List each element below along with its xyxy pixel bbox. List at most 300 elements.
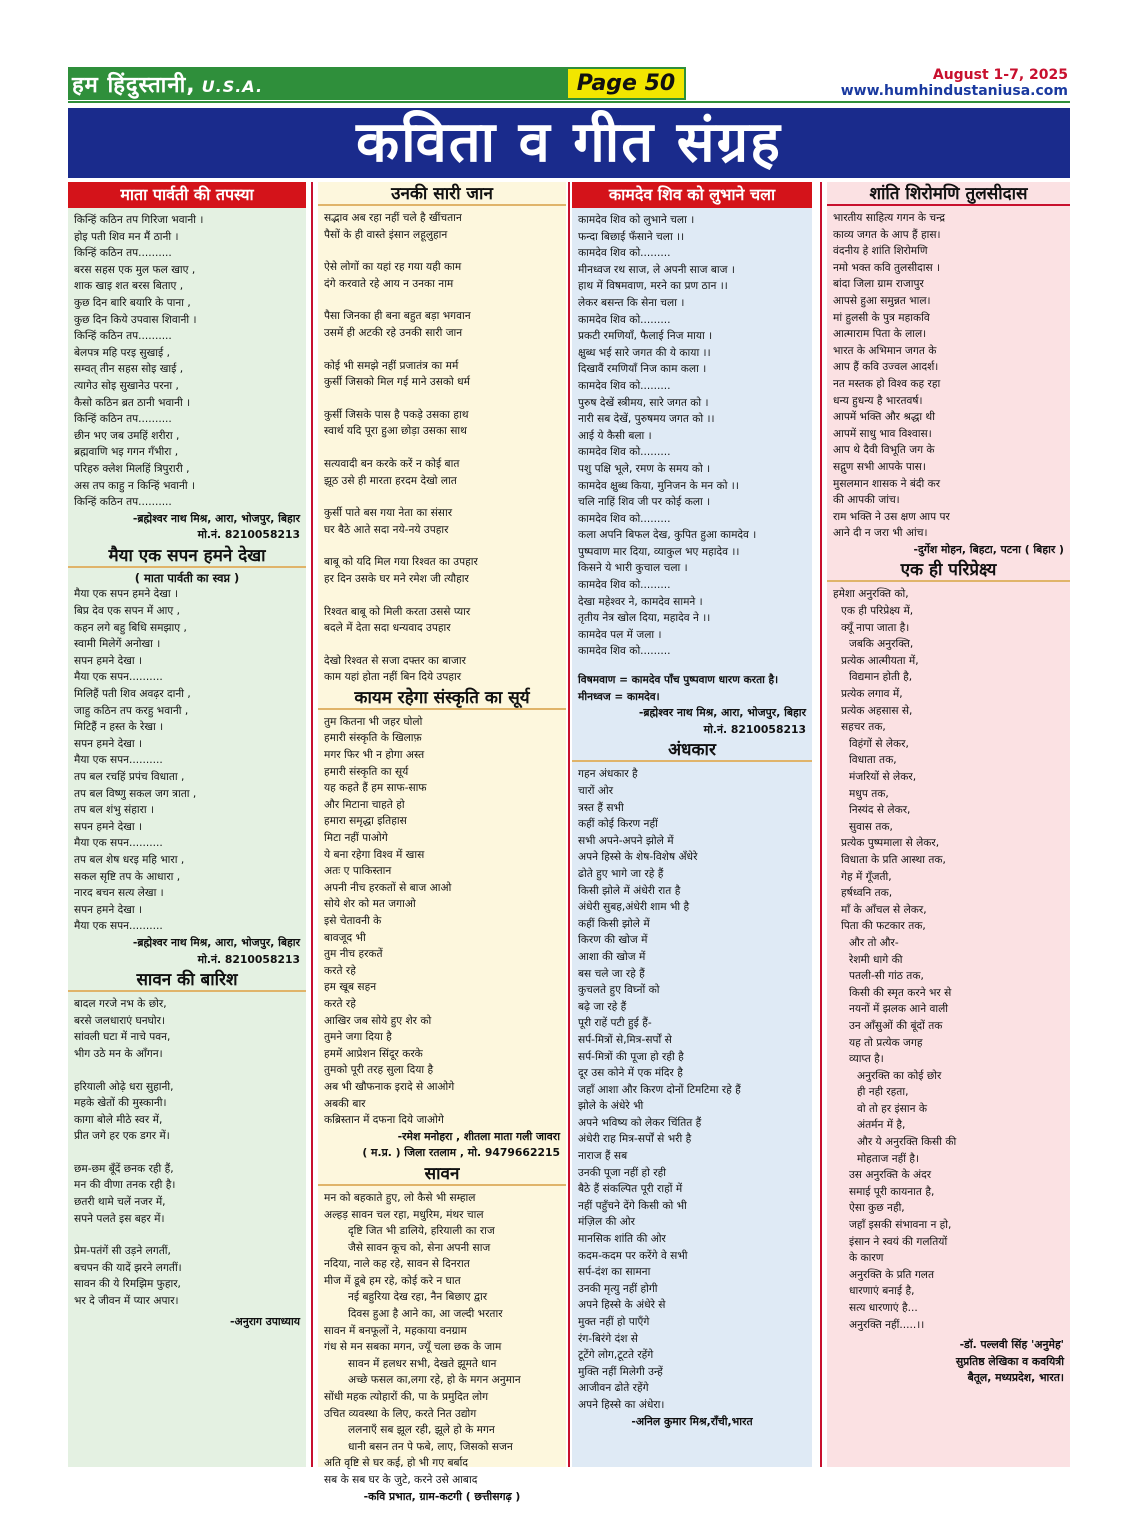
poem-line: उनकी पूजा नहीं हो रही (578, 1166, 666, 1179)
poem-line: जैसे सावन कूच को, सेना अपनी साज (348, 1241, 491, 1254)
poem-line: लेकर बसन्त कि सेना चला । (578, 296, 685, 309)
poem-line: और तो और- (849, 936, 899, 949)
poem-line: झूठ उसे ही मारता हरदम देखो लात (324, 474, 457, 487)
poem-line: हमारी संस्कृति के खिलाफ़ (324, 732, 422, 745)
poem-line: पशु पक्षि भूले, रमण के समय को । (578, 462, 711, 475)
poem-author: -दुर्गेश मोहन, बिहटा, पटना ( बिहार ) (913, 542, 1064, 556)
author-phone: मो.नं. 8210058213 (197, 528, 300, 542)
poem-line: धानी बसन तन पे फबे, लाए, जिसको सजन (348, 1440, 513, 1453)
poem-body (68, 992, 306, 1310)
poem-line: तप बल शंभु संहारा । (74, 804, 155, 817)
poem-line: किन्हिं कठिन तप.......... (74, 247, 172, 260)
poem-line: कुछ दिन किये उपवास शिवानी । (74, 313, 197, 326)
column-3 (572, 182, 812, 1467)
poem-line: कामदेव शिव को लुभाने चला । (578, 214, 695, 226)
poem-line: अंतर्मन में है, (857, 1119, 906, 1132)
poem-line: मैया एक सपन.......... (74, 837, 163, 850)
poem-line: सपन हमने देखा । (74, 820, 143, 833)
poem-line: नदिया, नाले कह रहे, सावन से दिनरात (324, 1258, 470, 1271)
masthead (68, 67, 1070, 103)
poem-line: मैया एक सपन.......... (74, 671, 163, 684)
poem-line: किन्हिं कठिन तप.......... (74, 330, 172, 343)
poem-line: कब्रिस्तान में दफना दिये जाओगे (324, 1114, 444, 1127)
poem-line: पैसा जिनका ही बना बहुत बड़ा भगवान (324, 310, 471, 323)
poem-line: हर दिन उसके घर मने रमेश जी त्यौहार (324, 572, 469, 585)
poem-line: निस्यंद से लेकर, (849, 804, 911, 817)
poem-line: सुवास तक, (849, 820, 893, 833)
column-divider (820, 182, 822, 1467)
poem-line: व्याप्त है। (849, 1053, 884, 1066)
poem-line: इसे चेतावनी के (324, 915, 382, 927)
poem-line: हाथ में विषमवाण, मरने का प्रण ठान ।। (578, 280, 728, 293)
poem-line: त्यागेउ सोइ सुखानेउ परना , (74, 379, 179, 392)
poem-author: -ब्रह्मेश्वर नाथ मिश्र, आरा, भोजपुर, बिहार (638, 706, 806, 720)
poem-line: ढोते हुए भागे जा रहे हैं (578, 867, 664, 880)
poem-line: प्रत्येक पुष्पमाला से लेकर, (841, 837, 940, 850)
poem-line: करते रहे (324, 964, 356, 977)
poem-line: हमेशा अनुरक्ति को, (833, 588, 909, 601)
poem-line: कामदेव क्षुब्ध किया, मुनिजन के मन को ।। (578, 479, 739, 492)
poem-line: किन्हिं कठिन तप गिरिजा भवानी । (74, 214, 204, 226)
poem-line: के कारण (849, 1252, 884, 1265)
poem-author-title: सुप्रतिष्ठ लेखिका व कवयित्री (955, 1354, 1064, 1368)
poem-line: सकल सृष्टि तप के आधारा , (74, 870, 181, 883)
poem-line: सोये शेर को मत जगाओ (324, 898, 416, 911)
poem-line: बरस सहस एक मुल फल खाए , (74, 263, 196, 276)
poem-line: मानसिक शांति की ओर (578, 1233, 666, 1246)
poem-line: कुर्सी जिसको मिल गई माने उसको धर्म (324, 376, 470, 389)
poem-line: देखा महेश्वर ने, कामदेव सामने । (578, 595, 703, 608)
poem-line: आशा की खोज में (578, 950, 646, 963)
poem-line: विधाता तक, (849, 754, 897, 767)
poem-line: और मिटाना चाहते हो (324, 798, 405, 811)
poem-line: किसने ये भारी कुचाल चला । (578, 562, 688, 575)
poem-title: शांति शिरोमणि तुलसीदास (827, 182, 1070, 206)
poem-line: कामदेव शिव को......... (578, 645, 671, 658)
poem-line: अच्छे फसल का,लगा रहे, हो के मगन अनुमान (348, 1374, 521, 1387)
poem-line: ललनाएँ सब झूल रही, झूले हो के मगन (348, 1424, 495, 1437)
poem-line: किन्हिं कठिन तप.......... (74, 413, 172, 426)
column-divider (568, 182, 570, 1467)
poem-line: कैसो कठिन ब्रत ठानी भवानी । (74, 396, 191, 409)
poem-line: अस तप काहु न किन्हिं भवानी । (74, 479, 196, 492)
poem-line: वो तो हर इंसान के (857, 1102, 927, 1115)
poem-line: नयनों में झलक आने वाली (849, 1003, 949, 1016)
poem-line: जहाँ आशा और किरण दोनों टिमटिमा रहे हैं (578, 1083, 741, 1096)
poem-line: सपन हमने देखा । (74, 903, 143, 916)
poem-line: प्रत्येक लगाव में, (841, 688, 903, 701)
poem-line: पिता की फटकार तक, (841, 920, 926, 933)
poem-line: सभी अपने-अपने झोले में (578, 834, 674, 847)
poem-line: हमारी संस्कृति का सूर्य (324, 765, 409, 778)
poem-line: दृष्टि जित भी डालिये, हरियाली का राज (348, 1225, 495, 1238)
poem-line: बावजूद भी (324, 931, 366, 944)
poem-line: बाबू को यदि मिल गया रिश्वत का उपहार (324, 556, 478, 569)
poem-line: रेशमी धागे की (849, 953, 903, 966)
poem-line: अल्हड़ सावन चल रहा, मधुरिम, मंथर चाल (324, 1208, 484, 1221)
stanza-break (324, 292, 560, 308)
stanza-break (74, 1227, 300, 1243)
poem-line: भीग उठे मन के आँगन। (74, 1047, 163, 1060)
poem-line: सत्यवादी बन करके करें न कोई बात (324, 457, 460, 470)
poem-line: ही नही रहता, (857, 1086, 909, 1099)
poem-line: मंज़िल की ओर (578, 1216, 635, 1229)
poem-footnote: मीनध्वज = कामदेव। (578, 690, 660, 703)
poem-line: सर्प-दंश का सामना (578, 1266, 651, 1279)
poem-line: बरसे जलधाराएं घनघोर। (74, 1014, 166, 1027)
stanza-break (324, 440, 560, 456)
poem-line: त्रस्त हैं सभी (578, 801, 624, 814)
poem-line: कामदेव शिव को......... (578, 247, 671, 260)
poem-line: अति वृष्टि से घर कई, हो भी गए बर्बाद (324, 1457, 468, 1470)
poem-line: पूरी राहें पटी हुई हैं- (578, 1017, 652, 1030)
stanza-break (324, 243, 560, 259)
poem-line: यह तो प्रत्येक जगह (849, 1036, 923, 1049)
poem-line: ऐसे लोगों का यहां रह गया यही काम (324, 261, 462, 274)
poem-line: नाराज हैं सब (578, 1150, 628, 1163)
poem-line: महके खेतों की मुस्कानी। (74, 1097, 167, 1110)
poem-line: दूर उस कोने में एक मंदिर है (578, 1067, 683, 1080)
column-1 (68, 182, 306, 1467)
poem-title: मैया एक सपन हमने देखा (68, 544, 306, 568)
poem-line: दंगे करवाते रहे आय न उनका नाम (324, 277, 454, 290)
poem-line: कुर्सी पाते बस गया नेता का संसार (324, 507, 453, 520)
poem-line: हर्षध्वनि तक, (841, 887, 893, 900)
poem-line: हमारा समृद्धा इतिहास (324, 815, 407, 828)
poem-line: गंध से मन सबका मगन, ज्यूँ चला छक के जाम (324, 1341, 502, 1354)
stanza-break (74, 1063, 300, 1079)
poem-body (827, 206, 1070, 542)
poem-title: सावन की बारिश (68, 968, 306, 992)
issue-date: August 1-7, 2025 (932, 67, 1068, 83)
poem-line: अनुरक्ति के प्रति गलत (849, 1268, 934, 1281)
page-number: Page 50 (566, 67, 686, 100)
poem-line: उचित व्यवस्था के लिए, करते नित उद्योग (324, 1407, 477, 1420)
poem-line: मिटिहैं न हस्त के रेखा । (74, 721, 164, 734)
poem-line: सावन की ये रिमझिम फुहार, (74, 1278, 181, 1291)
stanza-break (324, 342, 560, 358)
poem-author-address: ( म.प्र. ) जिला रतलाम , मो. 9479662215 (362, 1146, 560, 1160)
poem-line: भर दे जीवन में प्यार अपार। (74, 1295, 179, 1308)
poem-line: आप थे दैवी विभूति जग के (833, 444, 935, 457)
poem-line: झोले के अंधेरे भी (578, 1100, 644, 1113)
poem-line: माँ के आँचल से लेकर, (841, 903, 927, 916)
poem-line: गहन अंधकार है (578, 768, 638, 781)
poem-line: अपने हिस्से के अंधेरे से (578, 1299, 666, 1312)
poem-line: कामदेव पल में जला । (578, 628, 662, 641)
poem-author-address: बैतूल, मध्यप्रदेश, भारत। (967, 1371, 1064, 1385)
poem-line: अतः ए पाकिस्तान (324, 865, 392, 878)
poem-line: जाहु कठिन तप करहु भवानी , (74, 704, 189, 717)
poem-line: सावन में बनफूलों ने, महकाया वनग्राम (324, 1324, 467, 1337)
poem-line: कुचलते हुए विघ्नों को (578, 984, 660, 997)
poem-line: बादल गरजे नभ के छोर, (74, 998, 167, 1011)
poem-line: अपने हिस्से के शेष-विशेष अँधेरे (578, 851, 698, 864)
poem-title: कायम रहेगा संस्कृति का सूर्य (318, 686, 566, 710)
poem-line: शाक खाइ शत बरस बिताए , (74, 280, 184, 293)
poem-line: कागा बोले मीठे स्वर में, (74, 1113, 163, 1126)
stanza-break (324, 637, 560, 653)
poem-line: आई ये कैसी बला । (578, 429, 652, 442)
poem-line: सर्प-मित्रों से,मित्र-सर्पों से (578, 1033, 672, 1046)
poem-line: तप बल शेष धरइ महि भारा , (74, 853, 185, 866)
poem-line: किरण की खोज में (578, 934, 648, 947)
poem-line: बेलपत्र महि परइ सुखाई , (74, 346, 170, 359)
author-phone: मो.नं. 8210058213 (197, 952, 300, 966)
poem-line: करते रहे (324, 997, 356, 1010)
poem-line: आजीवन ढोते रहेंगे (578, 1382, 649, 1395)
stanza-break (74, 1145, 300, 1161)
poem-line: कदम-कदम पर करेंगे वे सभी (578, 1249, 688, 1262)
poem-author: -ब्रह्मेश्वर नाथ मिश्र, आरा, भोजपुर, बिहार (132, 935, 300, 949)
poem-line: राम भक्ति ने उस क्षण आप पर (833, 510, 950, 523)
poem-line: मन की वीणा तनक रही है। (74, 1179, 176, 1192)
poem-line: अनुरक्ति का कोई छोर (857, 1069, 942, 1082)
poem-line: अब भी खौफनाक इरादे से आओगे (324, 1080, 455, 1093)
poem-author: -कवि प्रभात, ग्राम-कटगी ( छत्तीसगढ़ ) (363, 1489, 521, 1503)
poem-line: मुक्ति नहीं मिलेगी उन्हें (578, 1365, 663, 1378)
poem-line: चलि नाहिं शिव जी पर कोई कला । (578, 496, 711, 509)
column-divider (311, 182, 313, 1467)
poem-line: घर बैठे आते सदा नये-नये उपहार (324, 523, 449, 536)
poem-author: -डॉ. पल्लवी सिंह 'अनुमेह' (959, 1338, 1064, 1352)
poem-line: प्रीत जगे हर एक डगर में। (74, 1130, 170, 1143)
poem-line: मिलिहैं पती शिव अवढ़र दानी , (74, 688, 191, 701)
poem-line: बदले में देता सदा धन्यवाद उपहार (324, 622, 451, 635)
poem-line: कामदेव शिव को......... (578, 313, 671, 326)
poem-line: नहीं पहुँचने देंगे किसी को भी (578, 1199, 687, 1212)
website-link[interactable]: www.humhindustaniusa.com (840, 83, 1068, 99)
poem-line: गेह में गूँजती, (841, 870, 892, 883)
poem-line: फन्दा बिछाई फँसाने चला ।। (578, 230, 685, 243)
poem-line: मुसलमान शासक ने बंदी कर (833, 477, 941, 490)
poem-line: कामदेव शिव को......... (578, 512, 671, 525)
poem-line: चारों ओर (578, 785, 614, 797)
poem-line: सोंधी महक त्योहारों की, पा के प्रमुदित लोग (324, 1391, 489, 1404)
poem-line: मन को बहकाते हुए, लो कैसे भी सम्हाल (324, 1191, 476, 1204)
poem-line: कामदेव शिव को......... (578, 446, 671, 459)
poem-line: क्यूँ नापा जाता है। (841, 621, 910, 634)
poem-line: उस अनुरक्ति के अंदर (849, 1169, 932, 1182)
poem-line: नारद बचन सत्य लेखा । (74, 887, 164, 900)
poem-line: किन्हिं कठिन तप.......... (74, 496, 172, 509)
poem-line: विधाता के प्रति आस्था तक, (841, 853, 946, 866)
poem-line: विद्यमान होती है, (849, 671, 913, 684)
poem-line: प्रत्येक आत्मीयता में, (841, 654, 919, 667)
poem-line: टूटेंगे लोग,टूटते रहेंगे (578, 1349, 654, 1362)
poem-line: दिखावैं रमणियाँ निज काम कला । (578, 363, 707, 376)
poem-line: सद्गुण सभी आपके पास। (833, 460, 926, 473)
poem-body (827, 582, 1070, 1333)
poem-author: -रमेश मनोहरा , शीतला माता गली जावरा (397, 1129, 560, 1143)
masthead-rule (68, 101, 1070, 103)
poem-line: और ये अनुरक्ति किसी की (857, 1136, 957, 1149)
poem-title: अंधकार (572, 738, 812, 762)
poem-line: नारी सब देखें, पुरुषमय जगत को ।। (578, 413, 715, 426)
poem-line: आत्माराम पिता के लाल। (833, 328, 927, 341)
column-2 (318, 182, 566, 1503)
poem-line: मगर फिर भी न होगा अस्त (324, 749, 425, 762)
poem-body (318, 710, 566, 1129)
poem-line: बचपन की यादें झरने लगतीं। (74, 1261, 182, 1274)
poem-line: होइ पती शिव मन मैं ठानी । (74, 230, 179, 243)
author-phone: मो.नं. 8210058213 (703, 722, 806, 736)
poem-author: -ब्रह्मेश्वर नाथ मिश्र, आरा, भोजपुर, बिहार (132, 511, 300, 525)
poem-line: पैसों के ही वास्ते इंसान लहूलुहान (324, 228, 448, 241)
poem-body (318, 1186, 566, 1489)
poem-body (68, 586, 306, 934)
poem-line: तुमने जगा दिया है (324, 1031, 392, 1044)
poem-line: मोहताज नहीं है। (857, 1152, 919, 1165)
poem-body (572, 762, 812, 1413)
poem-line: कला अपनि बिफल देख, कुपित हुआ कामदेव । (578, 529, 757, 542)
poem-line: एक ही परिप्रेक्ष्य में, (841, 605, 914, 618)
poem-line: भारतीय साहित्य गगन के चन्द्र (833, 212, 945, 224)
stanza-break (324, 588, 560, 604)
poem-line: सत्य धारणाएं है... (849, 1302, 918, 1314)
poem-line: आखिर जब सोये हुए शेर को (324, 1014, 432, 1027)
poem-line: वंदनीय हे शांति शिरोमणि (833, 245, 928, 258)
poem-line: सावन में हलधर सभी, देखते झूमते धान (348, 1357, 497, 1370)
poem-line: बढ़े जा रहे हैं (578, 1000, 627, 1013)
poem-line: ब्रह्मवाणि भइ गगन गँभीरा , (74, 446, 179, 459)
poem-line: मैया एक सपन.......... (74, 754, 163, 767)
poem-line: उन आँसुओं की बूंदों तक (849, 1019, 943, 1032)
masthead-bar (68, 67, 578, 100)
poem-line: नत मस्तक हो विश्व कह रहा (833, 377, 941, 390)
poem-line: आपमें भक्ति और श्रद्धा थी (833, 411, 935, 424)
poem-title: सावन (318, 1162, 566, 1186)
poem-line: सांवली घटा में नाचे पवन, (74, 1031, 171, 1044)
poem-line: अपने भविष्य को लेकर चिंतित हैं (578, 1116, 702, 1129)
poem-line: हम खूब सहन (324, 981, 377, 994)
poem-line: जबकि अनुरक्ति, (849, 638, 914, 651)
section-title: कविता व गीत संग्रह (356, 110, 782, 175)
poem-line: सब के सब घर के जुटे, करने उसे आबाद (324, 1474, 478, 1486)
poem-line: समाई पूरी कायनात है, (849, 1185, 935, 1198)
poem-line: दिवस हुआ है आने का, आ जल्दी भरतार (348, 1308, 503, 1321)
poem-line: नमो भक्त कवि तुलसीदास । (833, 261, 941, 274)
poem-line: विहंगों से लेकर, (849, 737, 909, 750)
poem-line: देखो रिश्वत से सजा दफ्तर का बाजार (324, 654, 466, 667)
poem-line: आपसे हुआ समुन्नत भाल। (833, 294, 931, 307)
poem-title: उनकी सारी जान (318, 182, 566, 206)
publication-logo[interactable]: हम हिंदुस्तानी, U.S.A. (72, 73, 264, 98)
poem-line: अनुरक्ति नहीं.....।। (849, 1318, 925, 1331)
poem-subtitle: ( माता पार्वती का स्वप्न ) (134, 570, 240, 585)
poem-line: प्रेम-पतंगें सी उड़ने लगतीं, (74, 1245, 171, 1258)
poem-line: पतली-सी गांठ तक, (849, 970, 924, 983)
poem-line: धन्य हुधन्य है भारतवर्ष। (833, 394, 923, 407)
poem-line: कहन लगे बहु बिधि समझाए , (74, 621, 187, 634)
poem-title: कामदेव शिव को लुभाने चला (572, 182, 812, 208)
poem-body (318, 206, 566, 686)
poem-line: सम्वत् तीन सहस सोइ खाई , (74, 363, 184, 376)
poem-footnote: विषमवाण = कामदेव पाँच पुष्पवाण धारण करता है। (578, 674, 779, 687)
poem-line: मुक्त नहीं हो पाएँगे (578, 1316, 650, 1328)
stanza-break (324, 538, 560, 554)
poem-line: छम-छम बूँदें छनक रही हैं, (74, 1162, 174, 1175)
column-4 (827, 182, 1070, 1467)
section-banner (68, 108, 1070, 178)
poem-line: इंसान ने स्वयं की गलतियों (849, 1235, 948, 1248)
poem-line: बैठे हैं संकल्पित पूरी राहों में (578, 1183, 683, 1196)
poem-line: कोई भी समझे नहीं प्रजातंत्र का मर्म (324, 359, 459, 372)
poem-title: माता पार्वती की तपस्या (68, 182, 306, 208)
poem-line: पुरुष देखें स्त्रीमय, सारे जगत को । (578, 396, 709, 409)
poem-line: हरियाली ओढ़े धरा सुहानी, (74, 1080, 174, 1093)
poem-line: ये बना रहेगा विश्व में खास (324, 848, 425, 861)
poem-line: रंग-बिरंगे दंश से (578, 1332, 638, 1345)
poem-line: मैया एक सपन हमने देखा । (74, 588, 179, 601)
poem-line: मंजरियों से लेकर, (849, 771, 917, 783)
poem-body (68, 208, 306, 511)
poem-line: बिप्र देव एक सपन में आए , (74, 605, 180, 618)
poem-line: नई बहुरिया देख रहा, नैन बिछाए द्वार (348, 1291, 488, 1304)
poem-line: प्रत्येक अहसास से, (841, 704, 913, 717)
poem-line: प्रकटी रमणियाँ, फैलाई निज माया । (578, 330, 713, 343)
poem-line: परिहरु क्लेश मिलहिं त्रिपुरारी , (74, 462, 190, 475)
poem-line: बस चले जा रहे हैं (578, 967, 645, 980)
poem-line: तप बल विष्णु सकल जग त्राता , (74, 787, 197, 800)
poem-line: मीनध्वज रथ साज, ले अपनी साज बाज । (578, 263, 735, 276)
poem-line: ऐसा कुछ नही, (849, 1202, 905, 1215)
poem-line: कहीं कोई किरण नहीं (578, 818, 658, 831)
poem-line: स्वार्थ यदि पूरा हुआ छोड़ा उसका साथ (324, 425, 467, 438)
poem-line: काव्य जगत के आप हैं हास। (833, 228, 941, 241)
poem-line: जहाँ इसकी संभावना न हो, (849, 1219, 952, 1232)
poem-line: काम यहां होता नहीं बिन दिये उपहार (324, 671, 462, 684)
poem-line: कामदेव शिव को......... (578, 379, 671, 392)
poem-author: -अनुराग उपाध्याय (230, 1314, 300, 1328)
poem-line: तप बल रचहिं प्रपंच विधाता , (74, 771, 185, 783)
stanza-break (324, 489, 560, 505)
poem-line: अंधेरी राह मित्र-सर्पों से भरी है (578, 1133, 692, 1146)
poem-line: छीन भए जब उमहिं शरीरा , (74, 429, 180, 442)
poem-line: छतरी थामे चलें नजर में, (74, 1196, 166, 1209)
poem-line: कुर्सी जिसके पास है पकड़े उसका हाथ (324, 408, 469, 421)
poem-line: यह कहते हैं हम साफ-साफ (324, 782, 427, 795)
poem-line: सपन हमने देखा । (74, 654, 143, 667)
poem-line: कुछ दिन बारि बयारि के पाना , (74, 296, 191, 309)
poem-line: स्वामी मिलेगें अनोखा । (74, 638, 161, 651)
poem-body (572, 208, 812, 660)
poem-line: कामदेव शिव को......... (578, 579, 671, 592)
poem-line: पुष्पवाण मार दिया, व्याकुल भए महादेव ।। (578, 545, 740, 558)
poem-line: अपनी नीच हरकतों से बाज आओ (324, 881, 452, 894)
poem-line: मैया एक सपन.......... (74, 920, 163, 933)
poem-line: अबकी बार (324, 1097, 366, 1110)
poem-line: मिटा नहीं पाओगे (324, 832, 388, 845)
poem-line: किसी की स्मृत करने भर से (849, 986, 952, 999)
poem-line: आपमें साधु भाव विश्वास। (833, 427, 932, 440)
poem-line: अंधेरी सुबह,अंधेरी शाम भी है (578, 901, 690, 914)
poem-line: सपन हमने देखा । (74, 737, 143, 750)
poem-line: रिश्वत बाबू को मिली करता उससे प्यार (324, 605, 471, 618)
poem-line: आप हैं कवि उज्वल आदर्श। (833, 361, 939, 374)
stanza-break (324, 391, 560, 407)
poem-line: भारत के अभिमान जगत के (833, 344, 937, 357)
poem-title: एक ही परिप्रेक्ष्य (827, 558, 1070, 582)
poem-line: मां हुलसी के पुत्र महाकवि (833, 311, 930, 324)
poem-line: सर्प-मित्रों की पूजा हो रही है (578, 1050, 684, 1063)
poem-line: बांदा जिला ग्राम राजापुर (833, 278, 924, 291)
poem-line: मीज में डूबे हम रहे, कोई करे न घात (324, 1274, 461, 1287)
poem-line: धारणाएं बनाई है, (849, 1285, 915, 1298)
poem-line: तुम कितना भी जहर घोलो (324, 715, 423, 728)
poem-line: सपने पलते इस बहर में। (74, 1212, 165, 1225)
poem-line: मधुप तक, (849, 787, 889, 800)
